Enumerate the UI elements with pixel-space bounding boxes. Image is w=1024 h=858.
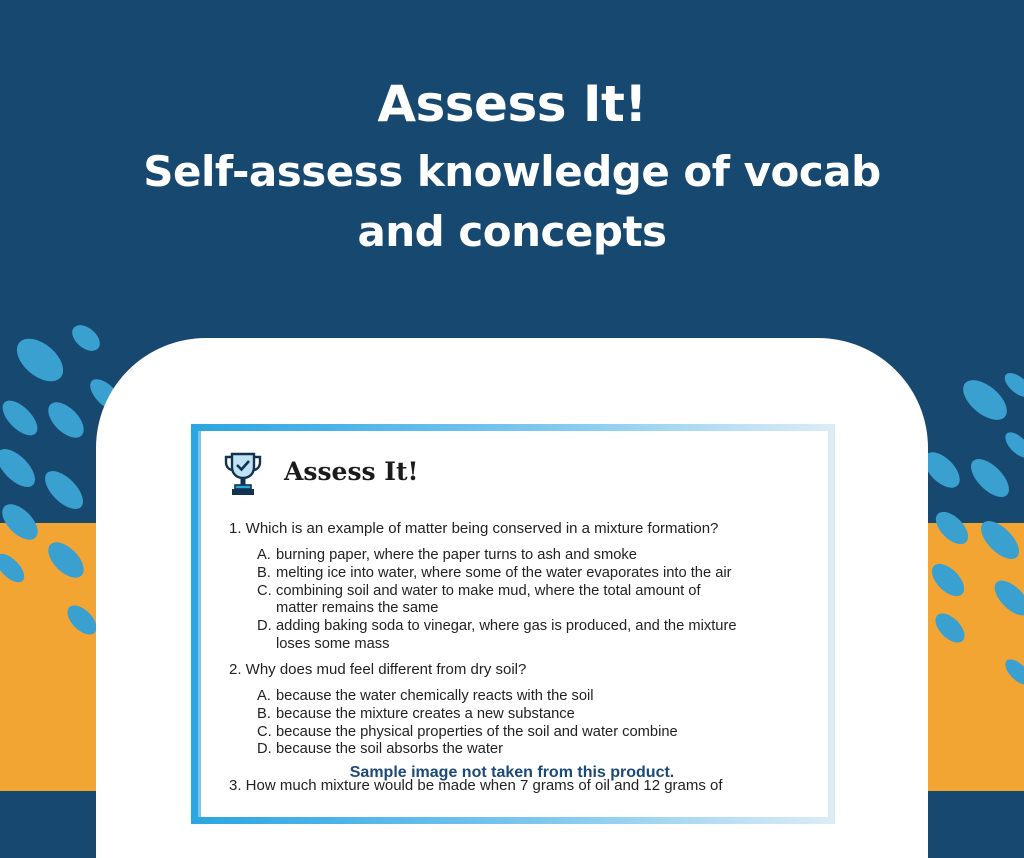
option-1c: C. combining soil and water to make mud, where the total amount of — [257, 582, 701, 599]
sample-watermark: Sample image not taken from this product. — [349, 764, 675, 781]
option-1c-continued: matter remains the same — [276, 600, 439, 617]
option-2b: B. because the mixture creates a new substance — [257, 705, 575, 722]
question-3: 3. How much mixture would be made when 7 grams of oil and 12 grams of — [229, 777, 723, 794]
question-2: 2. Why does mud feel different from dry soil? — [229, 661, 527, 678]
option-1a: A. burning paper, where the paper turns to ash and smoke — [257, 547, 637, 563]
option-2a: A. because the water chemically reacts with the soil — [257, 688, 594, 704]
headline-subtitle-line-1: Self-assess knowledge of vocab — [143, 147, 881, 196]
question-2-options — [257, 688, 817, 759]
trophy-icon — [223, 451, 263, 497]
question-1: 1. Which is an example of matter being conserved in a mixture formation? — [229, 520, 719, 537]
option-2d: D. because the soil absorbs the water — [257, 741, 503, 758]
worksheet-page — [198, 431, 828, 817]
option-2c: C. because the physical properties of the soil and water combine — [257, 723, 678, 740]
option-1d: D. adding baking soda to vinegar, where gas is produced, and the mixture — [257, 618, 737, 635]
option-1d-continued: loses some mass — [276, 635, 390, 652]
headline-title: Assess It! — [377, 75, 647, 133]
question-1-options — [257, 547, 817, 654]
headline-subtitle-line-2: and concepts — [357, 207, 667, 256]
option-1b: B. melting ice into water, where some of the water evaporates into the air — [257, 564, 732, 581]
worksheet-header — [223, 451, 419, 497]
headline — [0, 72, 1024, 262]
worksheet-title: Assess It! — [284, 456, 419, 486]
